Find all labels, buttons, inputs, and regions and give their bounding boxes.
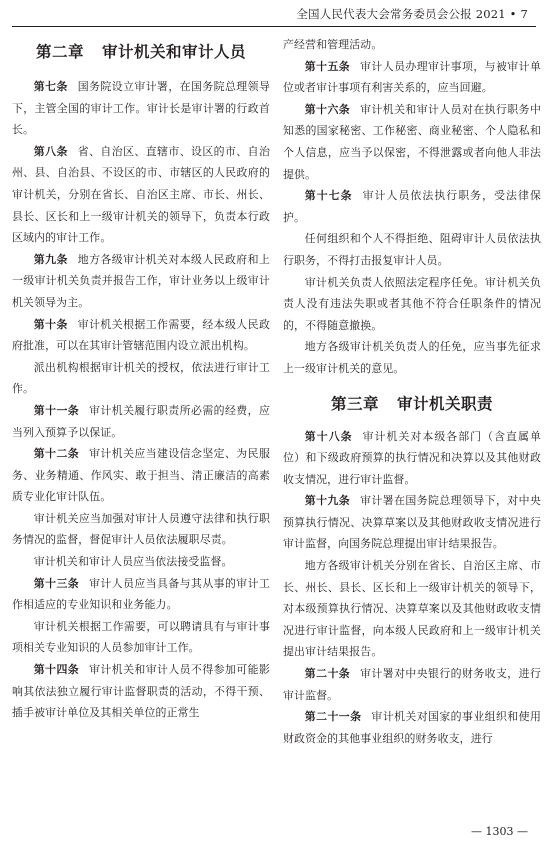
article-paragraph — [283, 663, 541, 706]
article-paragraph — [12, 249, 270, 314]
article-text: 派出机构根据审计机关的授权，依法进行审计工作。 — [12, 360, 270, 396]
article-paragraph — [12, 443, 270, 508]
chapter-number: 第三章 — [330, 393, 379, 413]
right-articles-top — [283, 34, 541, 380]
article-paragraph — [283, 490, 541, 555]
article-paragraph — [283, 185, 541, 228]
article-paragraph — [12, 314, 270, 357]
article-paragraph — [12, 659, 270, 724]
article-text: 地方各级审计机关对本级人民政府和上一级审计机关负责并报告工作，审计业务以上级审计机关领导为主。 — [12, 252, 270, 309]
article-number: 第十九条 — [304, 494, 351, 508]
chapter-number: 第二章 — [35, 42, 84, 61]
article-number: 第八条 — [33, 144, 68, 158]
right-articles-bottom — [283, 426, 541, 750]
article-number: 第十七条 — [304, 189, 353, 203]
article-number: 第十五条 — [304, 59, 351, 73]
article-number: 第二十条 — [304, 667, 351, 681]
article-text: 任何组织和个人不得拒绝、阻碍审计人员依法执行职务，不得打击报复审计人员。 — [283, 232, 541, 267]
article-paragraph — [12, 141, 270, 249]
page-number: — 1303 — — [471, 825, 528, 838]
article-text: 产经营和管理活动。 — [283, 38, 383, 51]
article-paragraph — [12, 76, 270, 141]
article-paragraph — [283, 34, 541, 56]
article-paragraph — [12, 508, 270, 551]
article-paragraph — [12, 616, 270, 659]
article-text: 审计机关和审计人员不得参加可能影响其依法独立履行审计监督职责的活动，不得干预、插手被审计单位及其相关单位的正常生 — [12, 663, 270, 720]
chapter-heading — [283, 392, 541, 414]
article-text: 审计机关根据工作需要，可以聘请具有与审计事项相关专业知识的人员参加审计工作。 — [12, 619, 270, 655]
article-text: 地方各级审计机关负责人的任免，应当事先征求上一级审计机关的意见。 — [283, 340, 541, 375]
article-paragraph — [12, 573, 270, 616]
header-rule — [12, 26, 536, 27]
chapter-heading — [12, 40, 270, 62]
article-text: 审计人员办理审计事项，与被审计单位或者审计事项有利害关系的，应当回避。 — [283, 59, 541, 95]
article-paragraph — [283, 426, 541, 491]
article-text: 审计机关应当建设信念坚定、为民服务、业务精通、作风实、敢于担当、清正廉洁的高素质专业化审计队伍。 — [12, 447, 270, 504]
article-number: 第十三条 — [33, 576, 80, 590]
article-number: 第二十一条 — [304, 710, 362, 724]
article-number: 第十四条 — [33, 663, 80, 677]
article-text: 审计机关和审计人员应当依法接受监督。 — [33, 555, 233, 569]
article-number: 第十一条 — [33, 403, 80, 417]
article-text: 审计机关对国家的事业组织和使用财政资金的其他事业组织的财务收支，进行 — [283, 710, 541, 745]
article-text: 地方各级审计机关分别在省长、自治区主席、市长、州长、县长、区长和上一级审计机关的领导下，对本级预算执行情况、决算草案以及其他财政收支情况进行审计监督，向本级人民政府和上一级审计机关提出审计结果报告。 — [283, 559, 541, 659]
chapter-title: 审计机关和审计人员 — [102, 42, 247, 61]
article-text: 审计机关根据工作需要，经本级人民政府批准，可以在其审计管辖范围内设立派出机构。 — [12, 317, 270, 353]
publication-header: 全国人民代表大会常务委员会公报 2021 • 7 — [296, 7, 528, 21]
article-text: 审计机关和审计人员对在执行职务中知悉的国家秘密、工作秘密、商业秘密、个人隐私和个人信息，应当予以保密，不得泄露或者向他人非法提供。 — [283, 102, 541, 181]
article-paragraph — [283, 706, 541, 749]
article-paragraph — [283, 228, 541, 271]
article-number: 第十二条 — [33, 447, 80, 461]
article-number: 第七条 — [33, 80, 68, 93]
article-text: 审计署对中央银行的财务收支，进行审计监督。 — [283, 667, 541, 702]
article-number: 第九条 — [33, 252, 68, 266]
article-paragraph — [283, 56, 541, 99]
article-paragraph — [283, 555, 541, 663]
article-paragraph — [12, 357, 270, 400]
article-paragraph — [283, 336, 541, 379]
article-text: 审计机关对本级各部门（含直属单位）和下级政府预算的执行情况和决算以及其他财政收支情况，进行审计监督。 — [283, 429, 541, 486]
article-text: 审计机关履行职责所必需的经费，应当列入预算予以保证。 — [12, 403, 270, 439]
article-number: 第十条 — [33, 317, 68, 331]
chapter-title: 审计机关职责 — [397, 393, 494, 413]
article-text: 审计署在国务院总理领导下，对中央预算执行情况、决算草案以及其他财政收支情况进行审计监督，向国务院总理提出审计结果报告。 — [283, 494, 541, 551]
article-paragraph — [12, 400, 270, 443]
article-paragraph — [283, 272, 541, 337]
right-column — [283, 34, 541, 749]
article-text: 国务院设立审计署，在国务院总理领导下，主管全国的审计工作。审计长是审计署的行政首长。 — [12, 80, 270, 137]
article-number: 第十八条 — [304, 429, 353, 443]
article-text: 审计人员应当具备与其从事的审计工作相适应的专业知识和业务能力。 — [12, 576, 270, 612]
left-articles — [12, 76, 270, 724]
article-text: 省、自治区、直辖市、设区的市、自治州、县、自治县、不设区的市、市辖区的人民政府的审计机关，分别在省长、自治区主席、市长、州长、县长、区长和上一级审计机关的领导下，负责本行政区域内的审计工作。 — [12, 144, 270, 245]
article-paragraph — [283, 99, 541, 185]
article-paragraph — [12, 551, 270, 573]
article-text: 审计机关应当加强对审计人员遵守法律和执行职务情况的监督，督促审计人员依法履职尽责。 — [12, 511, 270, 547]
left-column — [12, 34, 270, 724]
article-text: 审计机关负责人依照法定程序任免。审计机关负责人没有违法失职或者其他不符合任职条件的情况的，不得随意撤换。 — [283, 275, 541, 332]
article-text: 审计人员依法执行职务，受法律保护。 — [283, 189, 541, 224]
article-number: 第十六条 — [304, 102, 351, 116]
